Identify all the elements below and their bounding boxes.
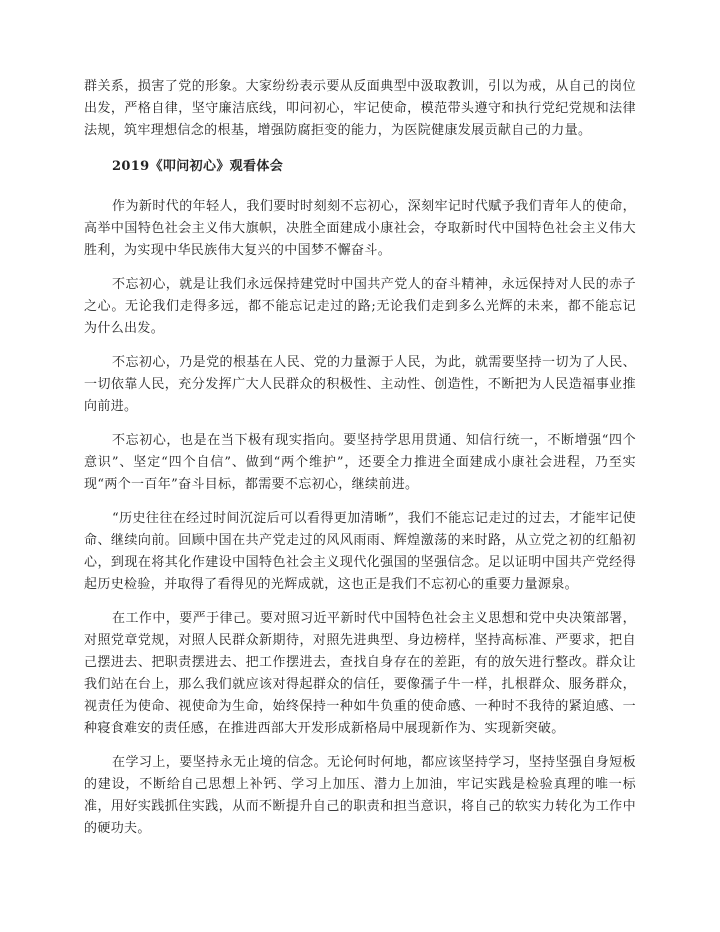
- body-paragraph-2: 不忘初心，就是让我们永远保持建党时中国共产党人的奋斗精神，永远保持对人民的赤子之心。无论我们走得多远，都不能忘记走过的路;无论我们走到多么光辉的未来，都不能忘记为什么出发。: [84, 277, 636, 336]
- body-paragraph-4: 不忘初心，也是在当下极有现实指向。要坚持学思用贯通、知信行统一，不断增强“四个意识”、坚定“四个自信”、做到“两个维护”，还要全力推进全面建成小康社会进程，乃至实现“两个一百年”奋斗目标，都需要不忘初心，继续前进。: [84, 433, 636, 492]
- body-paragraph-6: 在工作中，要严于律己。要对照习近平新时代中国特色社会主义思想和党中央决策部署，对照党章党规，对照人民群众新期待，对照先进典型、身边榜样，坚持高标准、严要求，把自己摆进去、把职责摆进去、把工作摆进去，查找自身存在的差距，有的放矢进行整改。群众让我们站在台上，那么我们就应该对得起群众的信任，要像孺子牛一样，扎根群众、服务群众，视责任为使命、视使命为生命，始终保持一种如牛负重的使命感、一种时不我待的紧迫感、一种寝食难安的责任感，在推进西部大开发形成新格局中展现新作为、实现新突破。: [84, 611, 636, 736]
- body-paragraph-3: 不忘初心，乃是党的根基在人民、党的力量源于人民，为此，就需要坚持一切为了人民、一切依靠人民，充分发挥广大人民群众的积极性、主动性、创造性，不断把为人民造福事业推向前进。: [84, 355, 636, 414]
- body-paragraph-5: “历史往往在经过时间沉淀后可以看得更加清晰”，我们不能忘记走过的过去，才能牢记使命、继续向前。回顾中国在共产党走过的风风雨雨、辉煌激荡的来时路，从立党之初的红船初心，到现在将其化作建设中国特色社会主义现代化强国的坚强信念。足以证明中国共产党经得起历史检验，并取得了看得见的光辉成就，这也正是我们不忘初心的重要力量源泉。: [84, 511, 636, 592]
- section-heading: 2019《叩问初心》观看体会: [112, 159, 284, 174]
- body-paragraph-1: 作为新时代的年轻人，我们要时时刻刻不忘初心，深刻牢记时代赋予我们青年人的使命，高举中国特色社会主义伟大旗帜，决胜全面建成小康社会，夺取新时代中国特色社会主义伟大胜利，为实现中华民族伟大复兴的中国梦不懈奋斗。: [84, 199, 636, 258]
- body-paragraph-7: 在学习上，要坚持永无止境的信念。无论何时何地，都应该坚持学习，坚持坚强自身短板的建设，不断给自己思想上补钙、学习上加压、潜力上加油，牢记实践是检验真理的唯一标准，用好实践抓住实践，从而不断提升自己的职责和担当意识，将自己的软实力转化为工作中的硬功夫。: [84, 755, 636, 836]
- intro-paragraph: 群关系，损害了党的形象。大家纷纷表示要从反面典型中汲取教训，引以为戒，从自己的岗位出发，严格自律，坚守廉洁底线，叩问初心，牢记使命，模范带头遵守和执行党纪党规和法律法规，筑牢理想信念的根基，增强防腐拒变的能力，为医院健康发展贡献自己的力量。: [84, 79, 636, 138]
